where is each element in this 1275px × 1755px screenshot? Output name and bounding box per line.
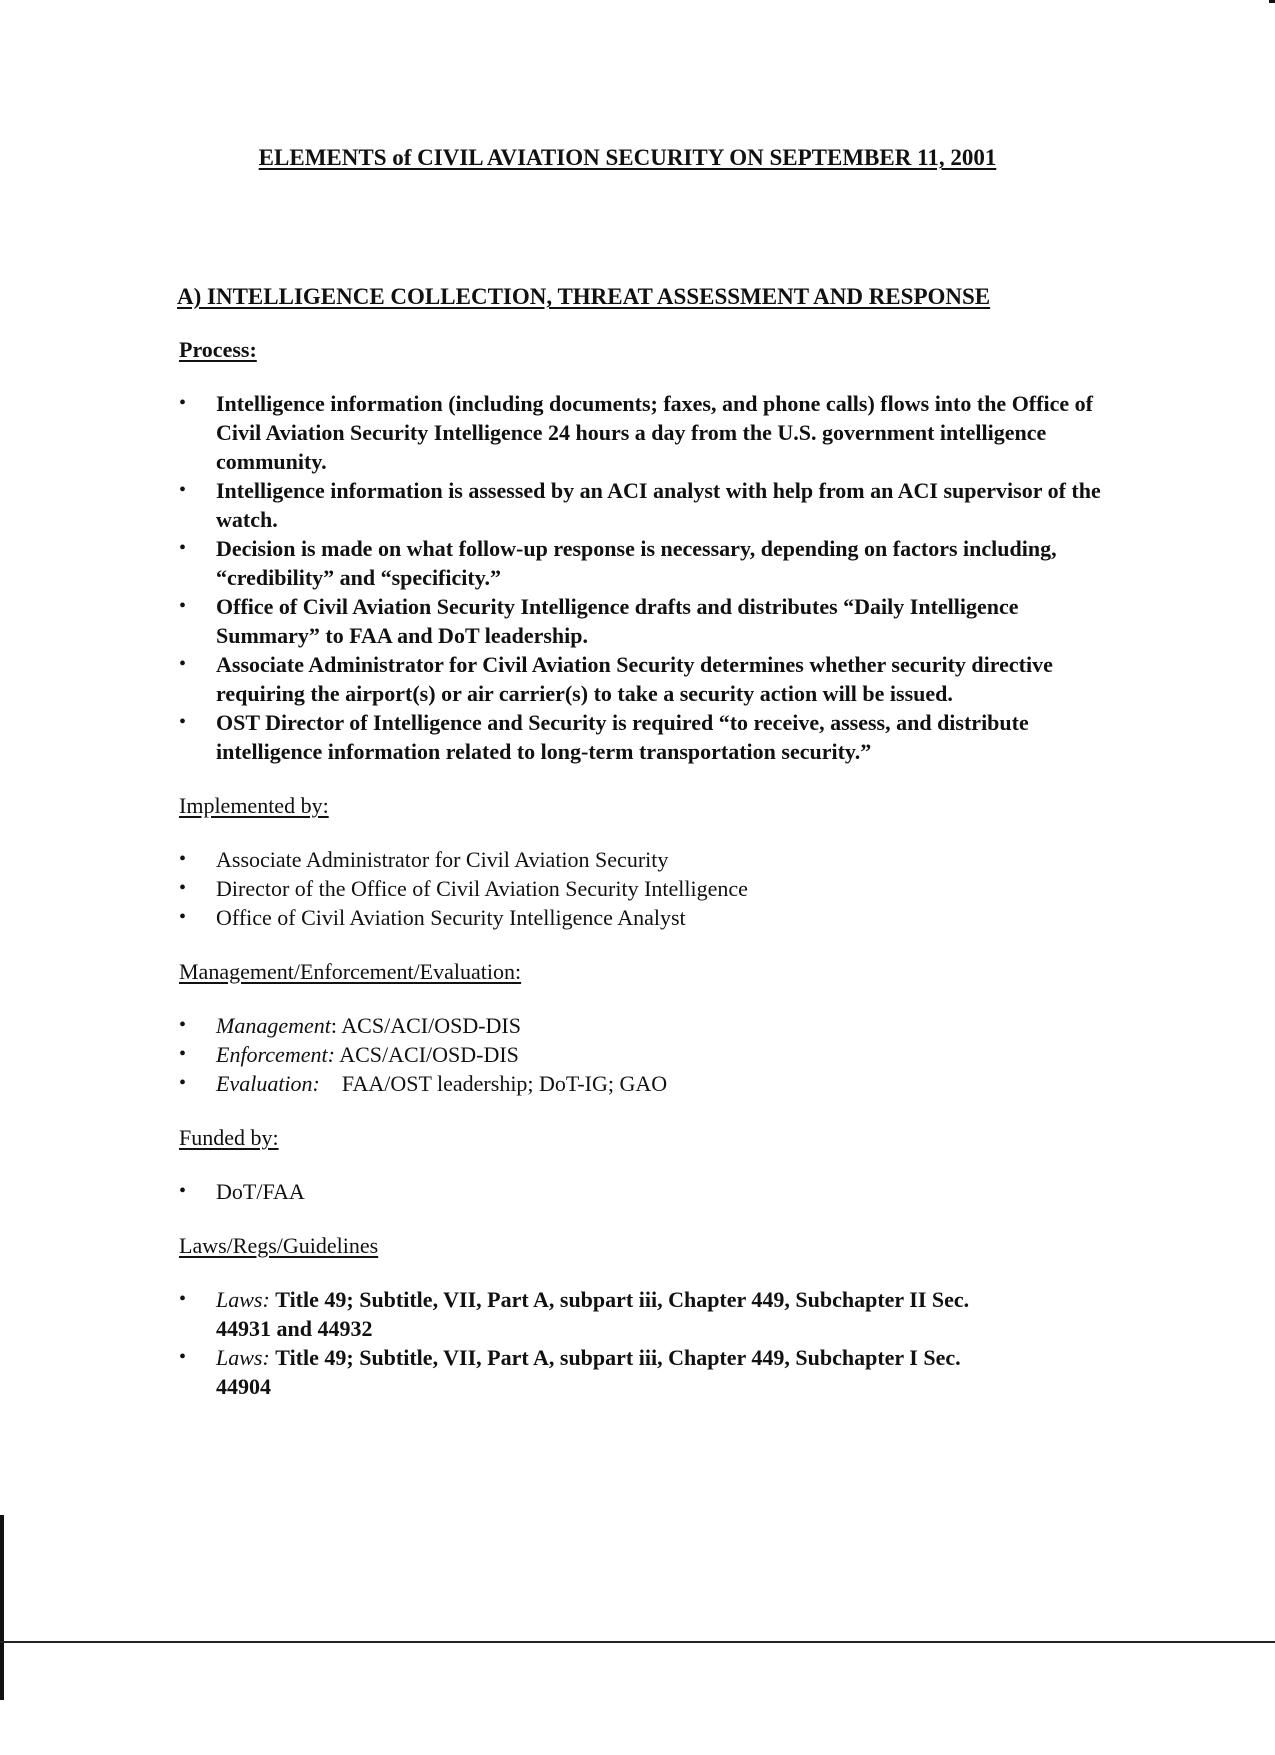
list-item: • Intelligence information is assessed by an ACI analyst with help from an ACI supervisor of the watch. <box>177 476 1102 534</box>
item-value: ACS/ACI/OSD-DIS <box>341 1013 521 1038</box>
laws-heading: Laws/Regs/Guidelines <box>179 1233 379 1258</box>
item-value: Title 49; Subtitle, VII, Part A, subpart iii, Chapter 449, Subchapter II Sec. <box>275 1287 970 1312</box>
item-separator: : <box>330 1013 337 1038</box>
list-item: • Office of Civil Aviation Security Intelligence drafts and distributes “Daily Intelligence Summary” to FAA and DoT leadership. <box>177 592 1102 650</box>
process-heading: Process: <box>179 337 257 362</box>
list-item: • Director of the Office of Civil Aviation Security Intelligence <box>177 874 1102 903</box>
item-label: Evaluation: <box>216 1071 320 1096</box>
item-label: Enforcement: <box>216 1042 335 1067</box>
process-list <box>177 389 1102 766</box>
implemented-list <box>177 845 1102 932</box>
item-value: ACS/ACI/OSD-DIS <box>339 1042 519 1067</box>
management-heading: Management/Enforcement/Evaluation: <box>179 959 522 984</box>
section-title: A) INTELLIGENCE COLLECTION, THREAT ASSESSMENT AND RESPONSE <box>177 284 991 309</box>
item-value-cont: 44904 <box>216 1374 271 1399</box>
implemented-heading: Implemented by: <box>179 793 329 818</box>
scan-margin-line <box>0 1515 4 1700</box>
list-item <box>177 1343 1102 1401</box>
item-label: Laws: <box>216 1287 270 1312</box>
item-value-cont: 44931 and 44932 <box>216 1316 373 1341</box>
management-list <box>177 1011 1102 1098</box>
scan-fold-line <box>0 1641 1275 1643</box>
item-label: Management <box>216 1013 331 1038</box>
funded-list <box>177 1177 1102 1206</box>
page-title: ELEMENTS of CIVIL AVIATION SECURITY ON SEPTEMBER 11, 2001 <box>258 145 997 170</box>
list-item: • OST Director of Intelligence and Security is required “to receive, assess, and distribute intelligence information related to long-term transportation security.” <box>177 708 1102 766</box>
list-item: • Associate Administrator for Civil Aviation Security <box>177 845 1102 874</box>
item-value: FAA/OST leadership; DoT-IG; GAO <box>341 1071 668 1096</box>
item-label: Laws: <box>216 1345 270 1370</box>
list-item: • DoT/FAA <box>177 1177 1102 1206</box>
list-item: • Office of Civil Aviation Security Intelligence Analyst <box>177 903 1102 932</box>
list-item: • Intelligence information (including documents; faxes, and phone calls) flows into the Office of Civil Aviation Security Intelligence 24 hours a day from the U.S. government intelligence community. <box>177 389 1102 476</box>
list-item <box>177 1069 1102 1098</box>
document-body <box>177 284 1102 1427</box>
list-item <box>177 1011 1102 1040</box>
laws-list <box>177 1285 1102 1401</box>
scan-corner-mark <box>1269 0 1275 3</box>
list-item <box>177 1040 1102 1069</box>
list-item: • Decision is made on what follow-up response is necessary, depending on factors including, “credibility” and “specificity.” <box>177 534 1102 592</box>
list-item: • Associate Administrator for Civil Aviation Security determines whether security directive requiring the airport(s) or air carrier(s) to take a security action will be issued. <box>177 650 1102 708</box>
funded-heading: Funded by: <box>179 1125 279 1150</box>
item-value: Title 49; Subtitle, VII, Part A, subpart iii, Chapter 449, Subchapter I Sec. <box>275 1345 961 1370</box>
list-item <box>177 1285 1102 1343</box>
